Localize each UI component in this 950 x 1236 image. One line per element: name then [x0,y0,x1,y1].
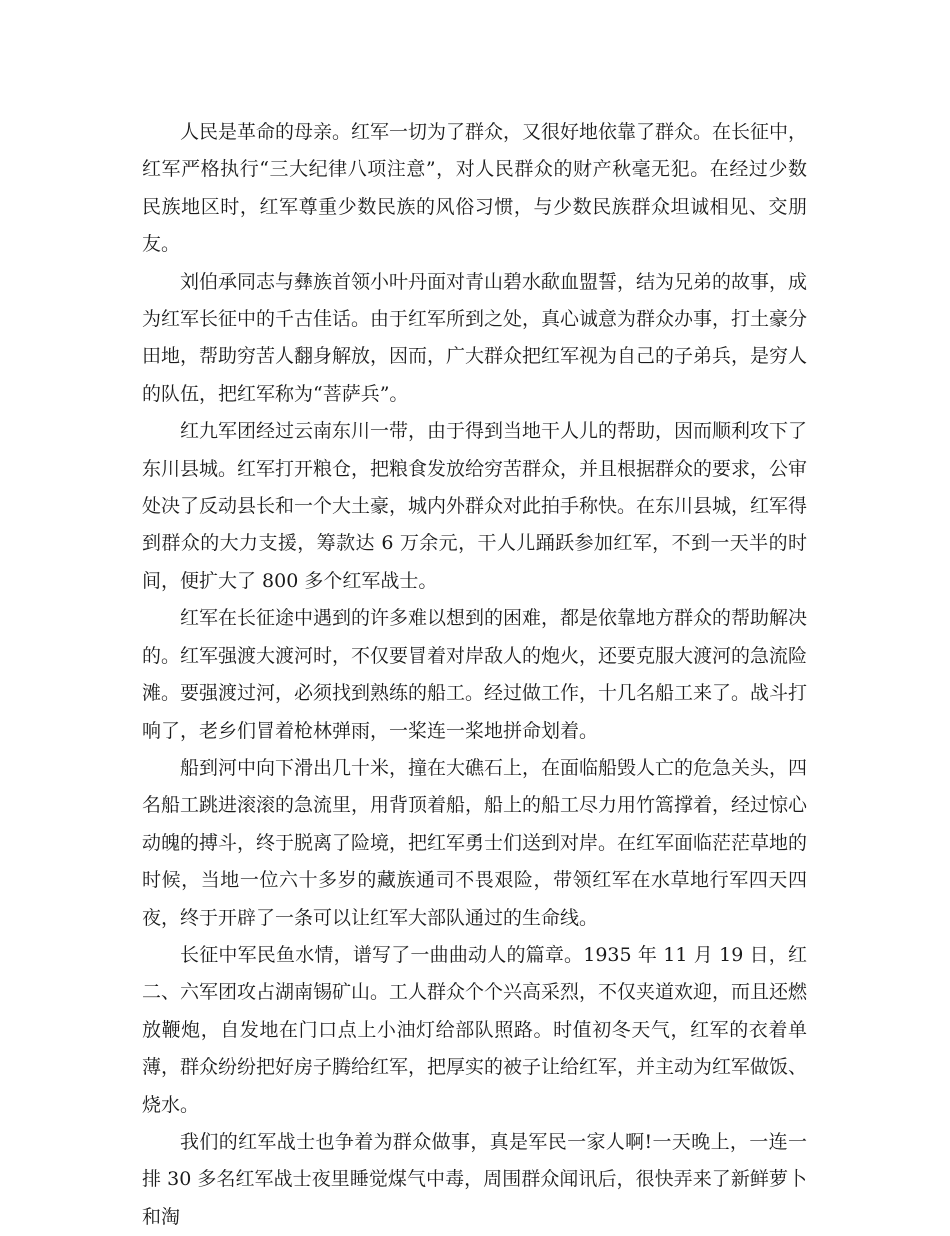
document-body [142,114,807,1236]
paragraph-2: 刘伯承同志与彝族首领小叶丹面对青山碧水歃血盟誓，结为兄弟的故事，成为红军长征中的千古佳话。由于红军所到之处，真心诚意为群众办事，打土豪分田地，帮助穷苦人翻身解放，因而，广大群众把红军视为自己的子弟兵，是穷人的队伍，把红军称为“菩萨兵”。 [142,270,808,405]
paragraph-1: 人民是革命的母亲。红军一切为了群众，又很好地依靠了群众。在长征中，红军严格执行“三大纪律八项注意”，对人民群众的财产秋毫无犯。在经过少数民族地区时，红军尊重少数民族的风俗习惯，与少数民族群众坦诚相见、交朋友。 [142,121,808,256]
paragraph-7: 我们的红军战士也争着为群众做事，真是军民一家人啊!一天晚上，一连一排 30 多名红军战士夜里睡觉煤气中毒，周围群众闻讯后，很快弄来了新鲜萝卜和淘 [142,1130,807,1228]
paragraph-4: 红军在长征途中遇到的许多难以想到的困难，都是依靠地方群众的帮助解决的。红军强渡大渡河时，不仅要冒着对岸敌人的炮火，还要克服大渡河的急流险滩。要强渡过河，必须找到熟练的船工。经过做工作，十几名船工来了。战斗打响了，老乡们冒着枪林弹雨，一桨连一桨地拼命划着。 [142,607,808,742]
paragraph-5: 船到河中向下滑出几十米，撞在大礁石上，在面临船毁人亡的危急关头，四名船工跳进滚滚的急流里，用背顶着船，船上的船工尽力用竹篙撑着，经过惊心动魄的搏斗，终于脱离了险境，把红军勇士们送到对岸。在红军面临茫茫草地的时候，当地一位六十多岁的藏族通司不畏艰险，带领红军在水草地行军四天四夜，终于开辟了一条可以让红军大部队通过的生命线。 [142,756,808,929]
paragraph-6: 长征中军民鱼水情，谱写了一曲曲动人的篇章。1935 年 11 月 19 日，红二、六军团攻占湖南锡矿山。工人群众个个兴高采烈，不仅夹道欢迎，而且还燃放鞭炮，自发地在门口点上小油灯给部队照路。时值初冬天气，红军的衣着单薄，群众纷纷把好房子腾给红军，把厚实的被子让给红军，并主动为红军做饭、烧水。 [142,943,808,1116]
paragraph-3: 红九军团经过云南东川一带，由于得到当地干人儿的帮助，因而顺利攻下了东川县城。红军打开粮仓，把粮食发放给穷苦群众，并且根据群众的要求，公审处决了反动县长和一个大土豪，城内外群众对此拍手称快。在东川县城，红军得到群众的大力支援，筹款达 6 万余元，干人儿踊跃参加红军，不到一天半的时间，便扩大了 800 多个红军战士。 [142,420,808,592]
